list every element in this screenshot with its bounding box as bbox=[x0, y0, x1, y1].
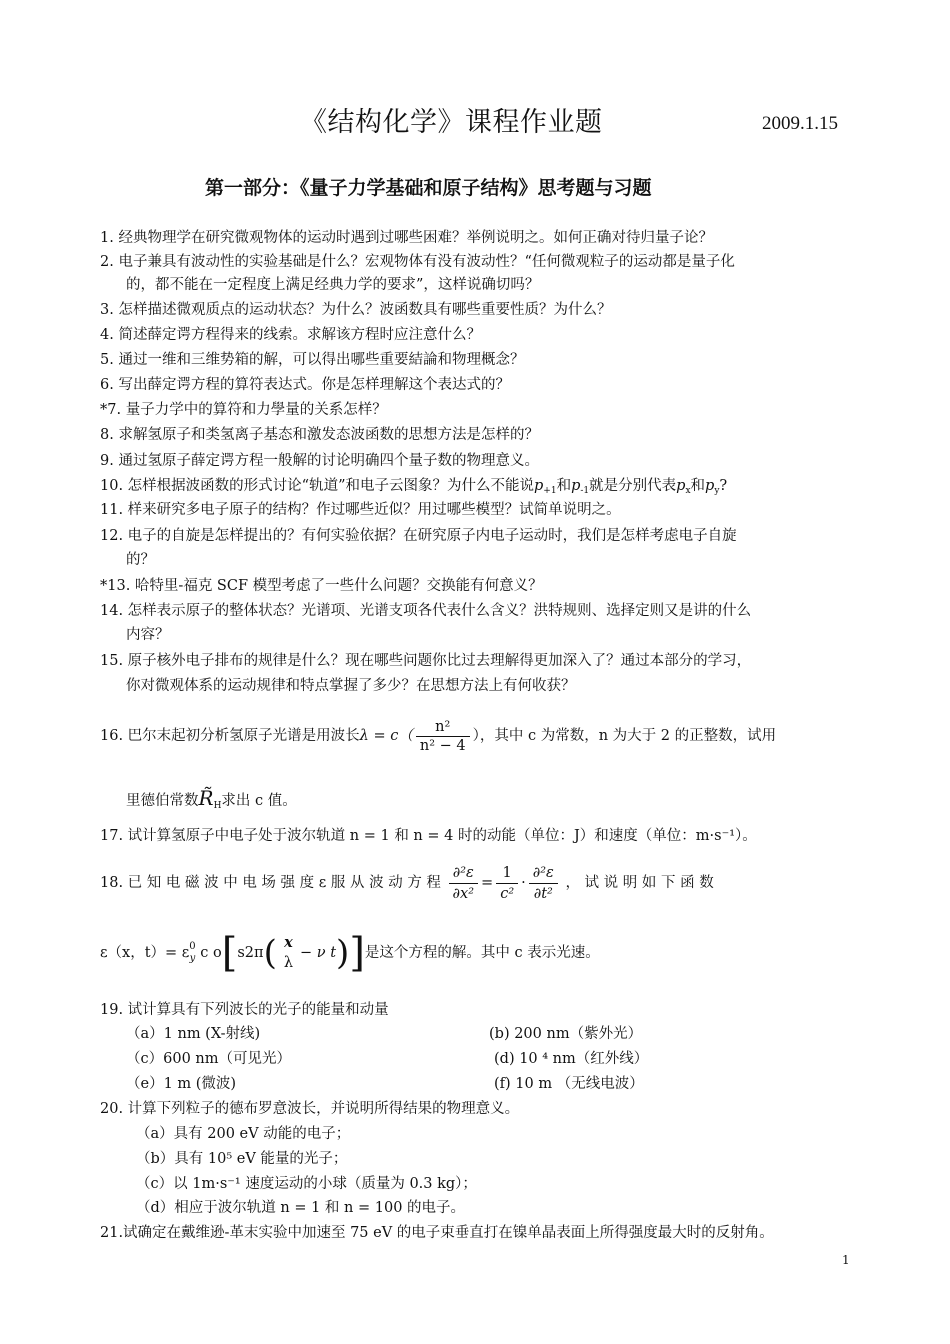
wave-eq-coef-num: 1 bbox=[496, 863, 518, 884]
subscript-0: 0 bbox=[189, 941, 196, 952]
question-19-d: (d) 10 ⁴ nm（红外线） bbox=[494, 1051, 649, 1067]
question-20-b: （b）具有 10⁵ eV 能量的光子； bbox=[136, 1151, 348, 1167]
p-symbol: p bbox=[534, 478, 544, 494]
subscript-y: y bbox=[714, 486, 720, 496]
question-19-head: 19. 试计算具有下列波长的光子的能量和动量 bbox=[100, 1002, 389, 1018]
wave-eq-rhs-den: ∂t² bbox=[533, 885, 553, 902]
question-12-line-1: 12. 电子的自旋是怎样提出的？有何实验依据？在研究原子内电子运动时，我们是怎样考虑电子自旋 bbox=[100, 528, 737, 544]
question-9: 9. 通过氢原子薛定谔方程一般解的讨论明确四个量子数的物理意义。 bbox=[100, 453, 539, 469]
question-15-line-2: 你对微观体系的运动规律和特点掌握了多少？在思想方法上有何收获？ bbox=[126, 678, 576, 694]
dot-operator: · bbox=[521, 875, 526, 891]
rydberg-symbol: R̃ bbox=[198, 786, 214, 810]
question-19-c: （c）600 nm（可见光） bbox=[126, 1051, 291, 1067]
question-14-line-2: 内容？ bbox=[126, 627, 170, 643]
subscript-y: y bbox=[189, 953, 196, 964]
right-bracket: ] bbox=[349, 930, 365, 976]
question-4: 4. 简述薛定谔方程得来的线索。求解该方程时应注意什么？ bbox=[100, 327, 481, 343]
fraction-denominator: n² − 4 bbox=[419, 737, 466, 754]
function-lhs: ε（x，t）= ε bbox=[100, 945, 190, 961]
question-14-line-1: 14. 怎样表示原子的整体状态？光谱项、光谱支项各代表什么含义？洪特规则、选择定则又是讲的什么 bbox=[100, 603, 752, 619]
subscript-H: H bbox=[213, 801, 222, 811]
question-5: 5. 通过一维和三维势箱的解，可以得出哪些重要結論和物理概念？ bbox=[100, 352, 525, 368]
wave-eq-lhs-num: ∂²ε bbox=[449, 863, 479, 884]
p-symbol: p bbox=[705, 478, 715, 494]
subscript-x: x bbox=[685, 486, 691, 496]
wave-eq-lhs-den: ∂x² bbox=[452, 885, 475, 902]
question-8: 8. 求解氢原子和类氢离子基态和激发态波函数的思想方法是怎样的？ bbox=[100, 427, 539, 443]
close-paren: ）， bbox=[472, 728, 495, 744]
question-11: 11. 样来研究多电子原子的结构？作过哪些近似？用过哪些模型？试简单说明之。 bbox=[100, 502, 621, 518]
question-18-suffix: ， 试 说 明 如 下 函 数 bbox=[565, 875, 714, 891]
question-6: 6. 写出薛定谔方程的算符表达式。你是怎样理解这个表达式的？ bbox=[100, 377, 510, 393]
lambda-expression: λ = c（ bbox=[359, 728, 413, 744]
question-19-f: (f) 10 m （无线电波） bbox=[494, 1076, 644, 1092]
question-7: *7. 量子力学中的算符和力學量的关系怎样？ bbox=[100, 402, 387, 418]
question-16-rest: 其中 c 为常数，n 为大于 2 的正整数，试用 bbox=[494, 728, 777, 744]
question-13: *13. 哈特里-福克 SCF 模型考虑了一些什么问题？交换能有何意义？ bbox=[100, 578, 543, 594]
question-10-text: 10. 怎样根据波函数的形式讨论“轨道”和电子云图象？为什么不能说 bbox=[100, 478, 534, 494]
question-10-end: ? bbox=[719, 478, 728, 494]
question-16-line-2a: 里德伯常数 bbox=[126, 793, 199, 809]
and-word-1: 和 bbox=[556, 478, 572, 494]
document-title: 《结构化学》课程作业题 bbox=[300, 107, 603, 138]
question-17: 17. 试计算氢原子中电子处于波尔轨道 n = 1 和 n = 4 时的动能（单位：J）和速度（单位：m·s⁻¹）。 bbox=[100, 828, 757, 844]
question-19-e: （e）1 m (微波) bbox=[126, 1076, 237, 1092]
question-16-text: 16. 巴尔末起初分析氢原子光谱是用波长 bbox=[100, 728, 360, 744]
question-15-line-1: 15. 原子核外电子排布的规律是什么？现在哪些问题你比过去理解得更加深入了？通过本部分的学习， bbox=[100, 653, 752, 669]
x-over: x bbox=[284, 934, 293, 951]
fraction-numerator: n² bbox=[416, 718, 470, 737]
lambda-under: λ bbox=[283, 955, 294, 971]
wave-eq-coef-den: c² bbox=[500, 885, 515, 902]
question-19-a: （a）1 nm (X-射线) bbox=[126, 1026, 261, 1042]
page-number: 1 bbox=[842, 1253, 850, 1267]
question-18-line-2 bbox=[100, 928, 600, 978]
function-end-text: 是这个方程的解。其中 c 表示光速。 bbox=[364, 945, 600, 961]
question-21: 21.试确定在戴维逊-革末实验中加速至 75 eV 的电子束垂直打在镍单晶表面上所得强度最大时的反射角。 bbox=[100, 1225, 774, 1241]
question-20-c: （c）以 1m·s⁻¹ 速度运动的小球（质量为 0.3 kg）； bbox=[136, 1176, 477, 1192]
question-16-line-1 bbox=[100, 716, 776, 756]
question-20-a: （a）具有 200 eV 动能的电子； bbox=[136, 1126, 351, 1142]
question-16-line-2 bbox=[126, 788, 297, 816]
document-date: 2009.1.15 bbox=[762, 113, 838, 134]
question-18-line-1 bbox=[100, 860, 714, 906]
p-symbol: p bbox=[676, 478, 686, 494]
part-title: 第一部分：《量子力学基础和原子结构》思考题与习题 bbox=[205, 177, 652, 199]
equals-sign: = bbox=[481, 875, 494, 891]
s2pi-fragment: s2π bbox=[237, 945, 264, 961]
p-symbol: p bbox=[571, 478, 581, 494]
question-2-line-1: 2. 电子兼具有波动性的实验基础是什么？宏观物体有没有波动性？“任何微观粒子的运动都是量子化 bbox=[100, 254, 735, 270]
question-20-head: 20. 计算下列粒子的德布罗意波长，并说明所得结果的物理意义。 bbox=[100, 1101, 520, 1117]
and-word-2: 和 bbox=[690, 478, 706, 494]
question-20-d: （d）相应于波尔轨道 n = 1 和 n = 100 的电子。 bbox=[136, 1200, 466, 1216]
subscript-minus1: -1 bbox=[580, 486, 590, 496]
wave-eq-rhs-num: ∂²ε bbox=[529, 863, 558, 884]
cos-fragment: c o bbox=[195, 945, 222, 961]
minus-nu-t: − ν t bbox=[300, 945, 337, 961]
question-1: 1. 经典物理学在研究微观物体的运动时遇到过哪些困难？举例说明之。如何正确对待归量子论？ bbox=[100, 230, 713, 246]
question-10-mid: 就是分别代表 bbox=[589, 478, 677, 494]
question-2-line-2: 的，都不能在一定程度上满足经典力学的要求”，这样说确切吗？ bbox=[126, 277, 540, 293]
right-paren: ) bbox=[336, 933, 350, 973]
question-18-text: 18. 已 知 电 磁 波 中 电 场 强 度 ε 服 从 波 动 方 程 bbox=[100, 875, 441, 891]
question-16-line-2b: 求出 c 值。 bbox=[221, 793, 297, 809]
left-bracket: [ bbox=[221, 930, 238, 976]
left-paren: ( bbox=[263, 933, 277, 973]
question-3: 3. 怎样描述微观质点的运动状态？为什么？波函数具有哪些重要性质？为什么？ bbox=[100, 302, 612, 318]
question-10 bbox=[100, 476, 727, 501]
question-19-b: (b) 200 nm（紫外光） bbox=[489, 1026, 643, 1042]
subscript-plus1: +1 bbox=[543, 486, 557, 496]
question-12-line-2: 的？ bbox=[126, 552, 155, 568]
